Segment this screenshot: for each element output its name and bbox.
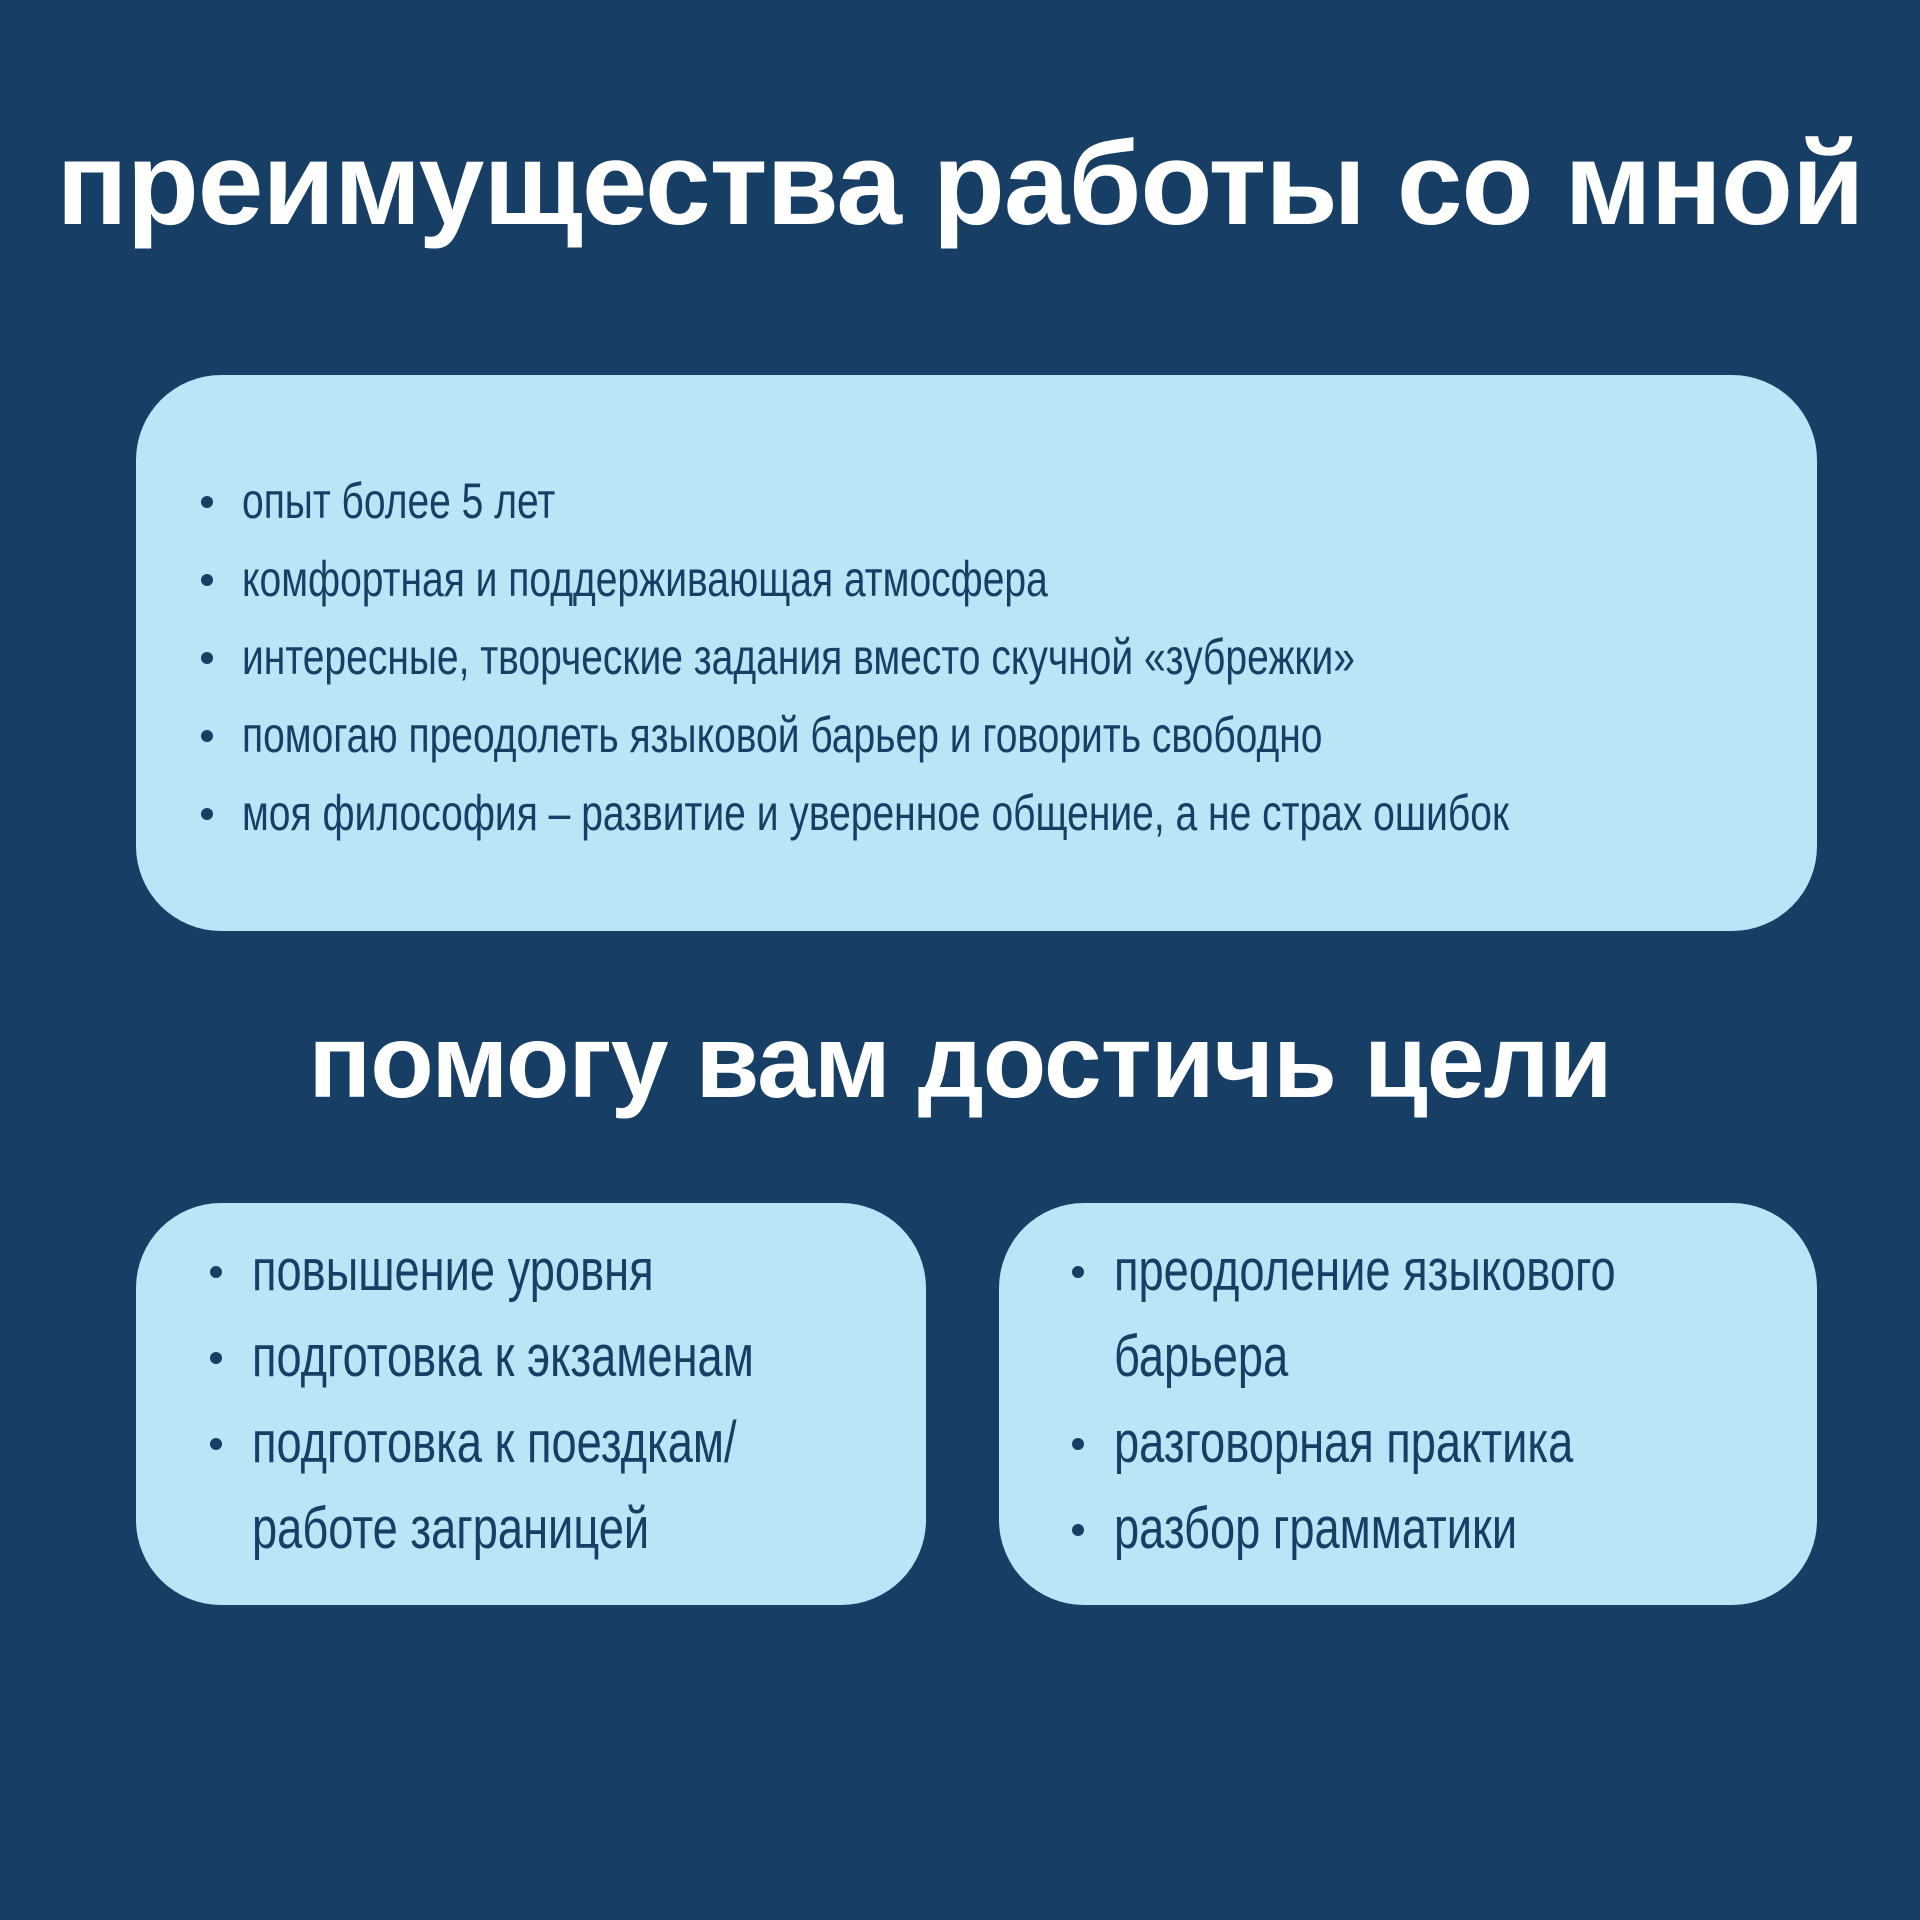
- bullet-icon: [210, 1438, 222, 1450]
- list-item: преодоление языкового: [1114, 1228, 1757, 1314]
- goals-list-right: [1114, 1228, 1757, 1572]
- list-item: комфортная и поддерживающая атмосфера: [104, 540, 1866, 618]
- list-item: подготовка к поездкам/: [252, 1400, 895, 1486]
- bullet-icon: [201, 574, 213, 586]
- bullet-icon: [201, 730, 213, 742]
- bullet-icon: [1072, 1524, 1084, 1536]
- list-item-continuation: барьера: [1114, 1324, 1289, 1389]
- bullet-icon: [201, 808, 213, 820]
- list-item: разбор грамматики: [1114, 1486, 1757, 1572]
- main-title: преимущества работы со мной: [56, 118, 1864, 250]
- bullet-icon: [210, 1352, 222, 1364]
- list-item: интересные, творческие задания вместо скучной «зубрежки»: [104, 618, 1866, 696]
- bullet-icon: [210, 1266, 222, 1278]
- bullet-icon: [201, 652, 213, 664]
- list-item: подготовка к экзаменам: [252, 1314, 895, 1400]
- list-item: помогаю преодолеть языковой барьер и говорить свободно: [104, 696, 1866, 774]
- list-item: разговорная практика: [1114, 1400, 1757, 1486]
- bullet-icon: [1072, 1266, 1084, 1278]
- list-item-continuation: работе заграницей: [252, 1496, 650, 1561]
- advantages-list: [104, 462, 1866, 852]
- bullet-icon: [1072, 1438, 1084, 1450]
- list-item: повышение уровня: [252, 1228, 895, 1314]
- goals-title: помогу вам достичь цели: [308, 1004, 1612, 1120]
- list-item: опыт более 5 лет: [104, 462, 1866, 540]
- list-item: моя философия – развитие и уверенное общение, а не страх ошибок: [104, 774, 1866, 852]
- bullet-icon: [201, 496, 213, 508]
- goals-list-left: [252, 1228, 895, 1572]
